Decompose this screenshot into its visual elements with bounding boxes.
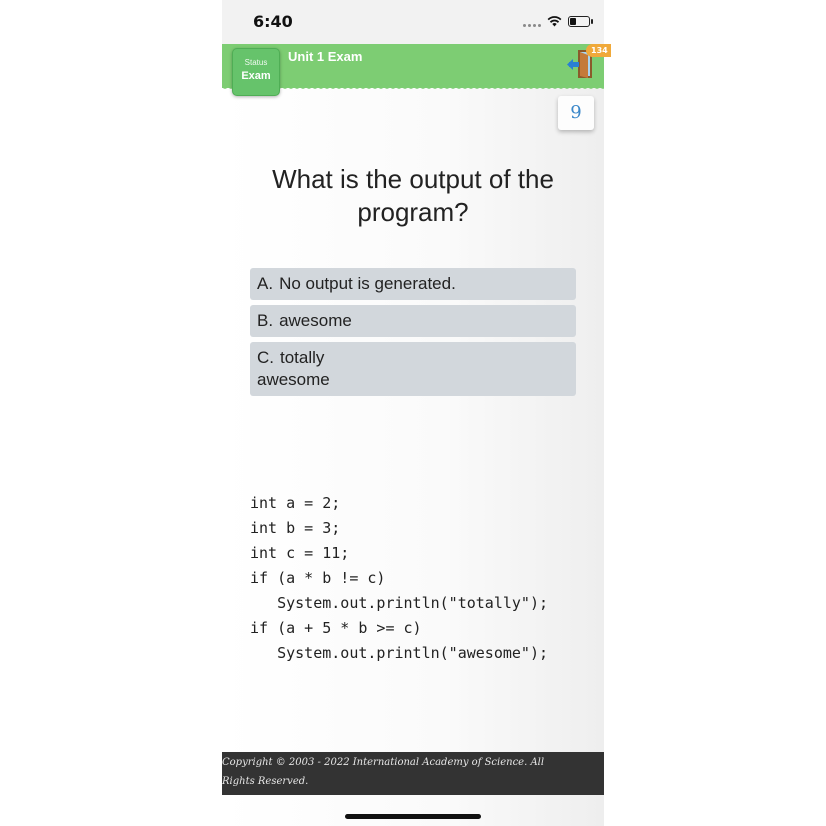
answer-option-a[interactable] xyxy=(250,268,576,300)
answer-option-c[interactable] xyxy=(250,342,576,396)
copyright-text: Copyright © 2003 - 2022 International Academy of Science. All Rights Reserved. xyxy=(222,757,545,787)
answer-option-b[interactable] xyxy=(250,305,576,337)
count-badge: 134 xyxy=(586,44,611,57)
question-number-tab[interactable]: 9 xyxy=(558,96,594,130)
answer-letter: B. xyxy=(257,311,274,330)
answer-list xyxy=(250,268,576,401)
battery-icon xyxy=(568,16,590,27)
status-label: Status xyxy=(244,58,268,67)
answer-text: No output is generated. xyxy=(279,274,456,293)
status-exam-button[interactable] xyxy=(232,48,280,96)
signal-icon xyxy=(523,16,541,27)
app-screen xyxy=(222,0,608,826)
answer-letter: C. xyxy=(257,348,274,367)
status-icons xyxy=(523,14,590,28)
page-title: Unit 1 Exam xyxy=(288,49,363,64)
answer-text: totally awesome xyxy=(257,348,330,389)
code-snippet: int a = 2; int b = 3; int c = 11; if (a * b != c) System.out.println("totally"); if (a + 5 * b >= c) System.out.println("awesome"); xyxy=(250,494,549,662)
exam-label: Exam xyxy=(241,70,271,82)
wifi-icon xyxy=(547,15,562,27)
question-text: What is the output of the program? xyxy=(272,164,554,227)
answer-letter: A. xyxy=(257,274,274,293)
home-indicator[interactable] xyxy=(345,814,481,819)
clock: 6:40 xyxy=(253,12,293,31)
status-bar xyxy=(222,0,604,44)
answer-text: awesome xyxy=(279,311,352,330)
